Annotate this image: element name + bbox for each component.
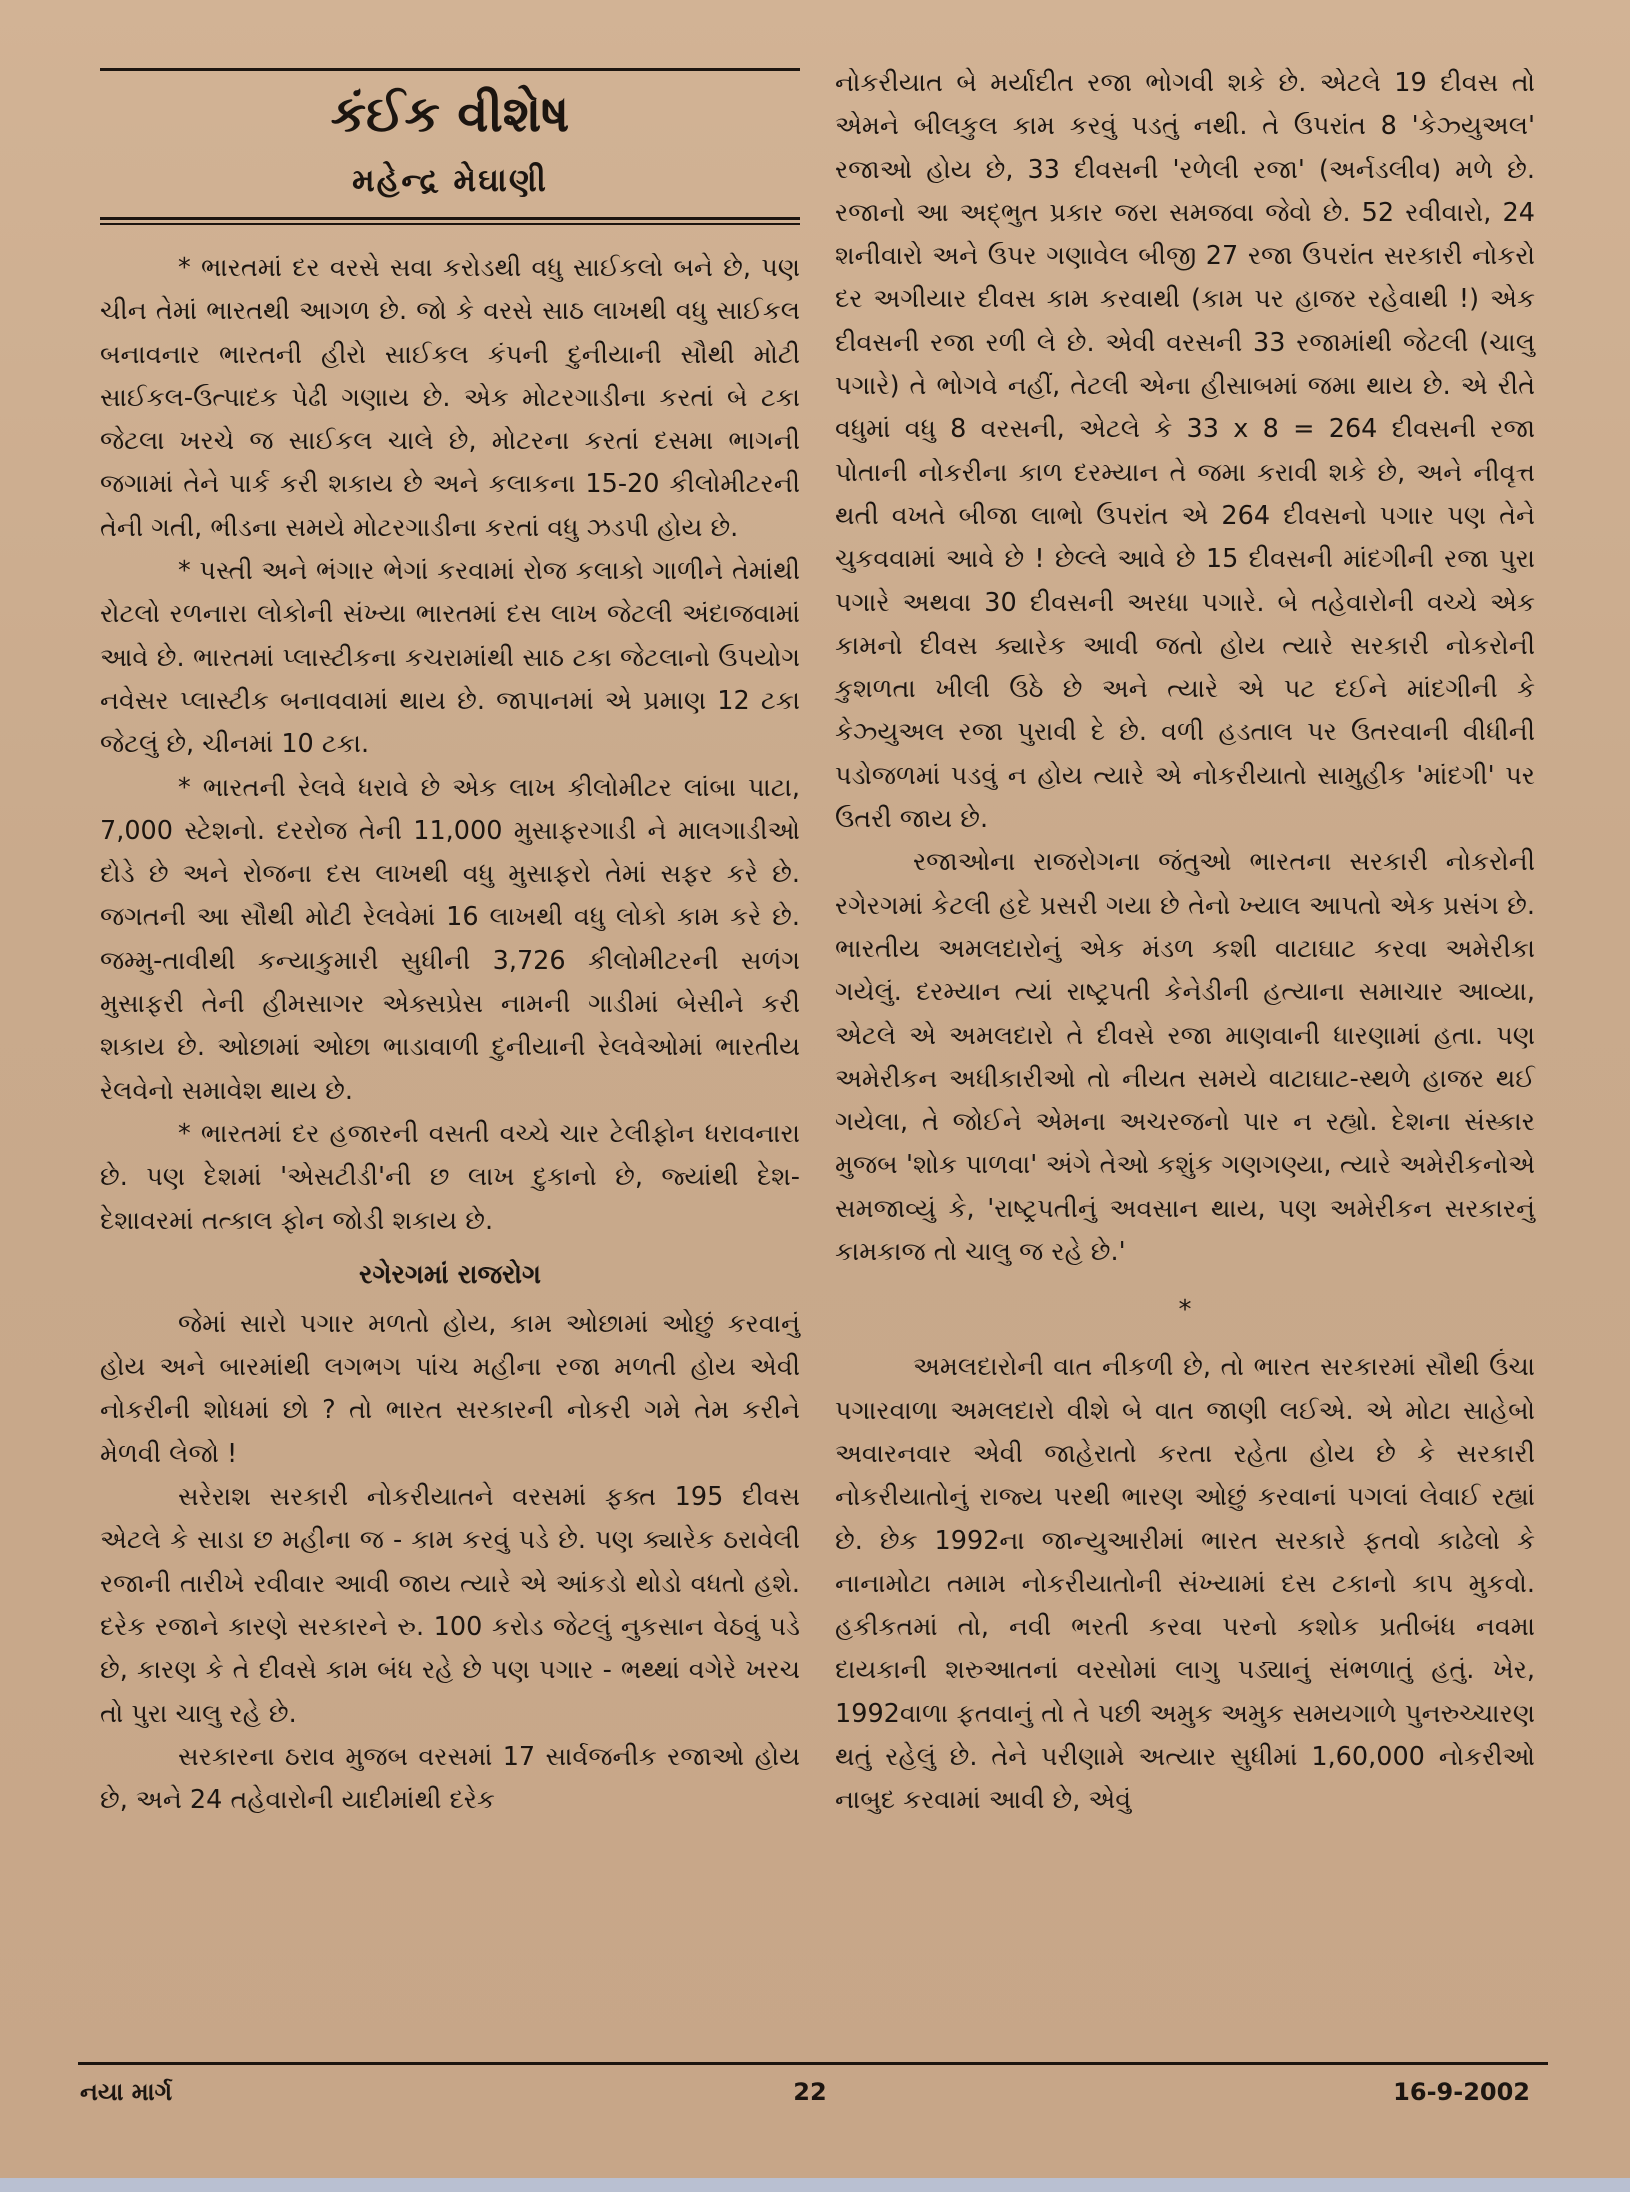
left-column <box>100 58 800 2053</box>
section-separator: * <box>1178 1295 1192 1326</box>
paragraph-leave-types: નોકરીયાત બે મર્યાદીત રજા ભોગવી શકે છે. એટલે 19 દીવસ તો એમને બીલકુલ કામ કરવું પડતું નથી. તે ઉપરાંત 8 'કેઝ્યુઅલ' રજાઓ હોય છે, 33 દીવસની 'રળેલી રજા' (અર્નડલીવ) મળે છે. રજાનો આ અદ્ભુત પ્રકાર જરા સમજવા જેવો છે. 52 રવીવારો, 24 શનીવારો અને ઉપર ગણાવેલ બીજી 27 રજા ઉપરાંત સરકારી નોકરો દર અગીયાર દીવસ કામ કરવાથી (કામ પર હાજર રહેવાથી !) એક દીવસની રજા રળી લે છે. એવી વરસની 33 રજામાંથી જેટલી (ચાલુ પગારે) તે ભોગવે નહીં, તેટલી એના હીસાબમાં જમા થાય છે. એ રીતે વધુમાં વધુ 8 વરસની, એટલે કે 33 x 8 = 264 દીવસની રજા પોતાની નોકરીના કાળ દરમ્યાન તે જમા કરાવી શકે છે, અને નીવૃત્ત થતી વખતે બીજા લાભો ઉપરાંત એ 264 દીવસનો પગાર પણ તેને ચુકવવામાં આવે છે ! છેલ્લે આવે છે 15 દીવસની માંદગીની રજા પુરા પગારે અથવા 30 દીવસની અરધા પગારે. બે તહેવારોની વચ્ચે એક કામનો દીવસ ક્યારેક આવી જતો હોય ત્યારે સરકારી નોકરોની કુશળતા ખીલી ઉઠે છે અને ત્યારે એ પટ દઈને માંદગીની કે કેઝ્યુઅલ રજા પુરાવી દે છે. વળી હડતાલ પર ઉતરવાની વીધીની પડોજળમાં પડવું ન હોય ત્યારે એ નોકરીયાતો સામુહીક 'માંદગી' પર ઉતરી જાય છે. <box>835 68 1535 835</box>
paragraph-scrap: * પસ્તી અને ભંગાર ભેગાં કરવામાં રોજ કલાકો ગાળીને તેમાંથી રોટલો રળનારા લોકોની સંખ્યા ભારતમાં દસ લાખ જેટલી અંદાજવામાં આવે છે. ભારતમાં પ્લાસ્ટીકના કચરામાંથી સાઠ ટકા જેટલાનો ઉપયોગ નવેસર પ્લાસ્ટીક બનાવવામાં થાય છે. જાપાનમાં એ પ્રમાણ 12 ટકા જેટલું છે, ચીનમાં 10 ટકા. <box>100 556 800 760</box>
section-subheading: રગેરગમાં રાજરોગ <box>359 1259 541 1290</box>
paragraph-workdays: સરેરાશ સરકારી નોકરીયાતને વરસમાં ફક્ત 195 દીવસ એટલે કે સાડા છ મહીના જ - કામ કરવું પડે છે. પણ ક્યારેક ઠરાવેલી રજાની તારીખે રવીવાર આવી જાય ત્યારે એ આંકડો થોડો વધતો હશે. દરેક રજાને કારણે સરકારને રુ. 100 કરોડ જેટલું નુકસાન વેઠવું પડે છે, કારણ કે તે દીવસે કામ બંધ રહે છે પણ પગાર - ભથ્થાં વગેરે ખરચ તો પુરા ચાલુ રહે છે. <box>100 1482 800 1729</box>
paragraph-holidays: સરકારના ઠરાવ મુજબ વરસમાં 17 સાર્વજનીક રજાઓ હોય છે, અને 24 તહેવારોની યાદીમાંથી દરેક <box>100 1741 800 1816</box>
paragraph-telephones: * ભારતમાં દર હજારની વસતી વચ્ચે ચાર ટેલીફોન ધરાવનારા છે. પણ દેશમાં 'એસટીડી'ની છ લાખ દુકાનો છે, જ્યાંથી દેશ-દેશાવરમાં તત્કાલ ફોન જોડી શકાય છે. <box>100 1118 800 1236</box>
paragraph-govt-job: જેમાં સારો પગાર મળતો હોય, કામ ઓછામાં ઓછું કરવાનું હોય અને બારમાંથી લગભગ પાંચ મહીના રજા મળતી હોય એવી નોકરીની શોધમાં છો ? તો ભારત સરકારની નોકરી ગમે તેમ કરીને મેળવી લેજો ! <box>100 1308 800 1469</box>
top-rule <box>100 68 800 71</box>
page-number: 22 <box>793 2078 827 2106</box>
paragraph-bicycles: * ભારતમાં દર વરસે સવા કરોડથી વધુ સાઈકલો બને છે, પણ ચીન તેમાં ભારતથી આગળ છે. જો કે વરસે સાઠ લાખથી વધુ સાઈકલ બનાવનાર ભારતની હીરો સાઈકલ કંપની દુનીયાની સૌથી મોટી સાઈકલ-ઉત્પાદક પેઢી ગણાય છે. એક મોટરગાડીના કરતાં બે ટકા જેટલા ખરચે જ સાઈકલ ચાલે છે, મોટરના કરતાં દસમા ભાગની જગામાં તેને પાર્ક કરી શકાય છે અને કલાકના 15-20 કીલોમીટરની તેની ગતી, ભીડના સમયે મોટરગાડીના કરતાં વધુ ઝડપી હોય છે. <box>100 253 800 543</box>
right-column <box>835 62 1535 2057</box>
header-divider <box>100 217 800 225</box>
paragraph-kennedy-anecdote: રજાઓના રાજરોગના જંતુઓ ભારતના સરકારી નોકરોની રગેરગમાં કેટલી હદે પ્રસરી ગયા છે તેનો ખ્યાલ આપતો એક પ્રસંગ છે. ભારતીય અમલદારોનું એક મંડળ કશી વાટાઘાટ કરવા અમેરીકા ગયેલું. દરમ્યાન ત્યાં રાષ્ટ્રપતી કેનેડીની હત્યાના સમાચાર આવ્યા, એટલે એ અમલદારો તે દીવસે રજા માણવાની ધારણામાં હતા. પણ અમેરીકન અધીકારીઓ તો નીયત સમયે વાટાઘાટ-સ્થળે હાજર થઈ ગયેલા, તે જોઈને એમના અચરજનો પાર ન રહ્યો. દેશના સંસ્કાર મુજબ 'શોક પાળવા' અંગે તેઓ કશુંક ગણગણ્યા, ત્યારે અમેરીકનોએ સમજાવ્યું કે, 'રાષ્ટ્રપતીનું અવસાન થાય, પણ અમેરીકન સરકારનું કામકાજ તો ચાલુ જ રહે છે.' <box>835 847 1535 1268</box>
publication-name: નયા માર્ગ <box>80 2078 173 2106</box>
article-author: મહેન્દ્ર મેઘાણી <box>352 161 548 199</box>
paragraph-officers: અમલદારોની વાત નીકળી છે, તો ભારત સરકારમાં સૌથી ઉંચા પગારવાળા અમલદારો વીશે બે વાત જાણી લઈએ. એ મોટા સાહેબો અવારનવાર એવી જાહેરાતો કરતા રહેતા હોય છે કે સરકારી નોકરીયાતોનું રાજ્ય પરથી ભારણ ઓછું કરવાનાં પગલાં લેવાઈ રહ્યાં છે. છેક 1992ના જાન્યુઆરીમાં ભારત સરકારે ફતવો કાઢેલો કે નાનામોટા તમામ નોકરીયાતોની સંખ્યામાં દસ ટકાનો કાપ મુકવો. હકીકતમાં તો, નવી ભરતી કરવા પરનો કશોક પ્રતીબંધ નવમા દાયકાની શરુઆતનાં વરસોમાં લાગુ પડ્યાનું સંભળાતું હતું. ખેર, 1992વાળા ફતવાનું તો તે પછી અમુક અમુક સમયગાળે પુનરુચ્ચારણ થતું રહેલું છે. તેને પરીણામે અત્યાર સુધીમાં 1,60,000 નોકરીઓ નાબુદ કરવામાં આવી છે, એવું <box>835 1352 1535 1816</box>
footer-rule <box>78 2062 1548 2065</box>
paragraph-railways: * ભારતની રેલવે ધરાવે છે એક લાખ કીલોમીટર લાંબા પાટા, 7,000 સ્ટેશનો. દરરોજ તેની 11,000 મુસાફરગાડી ને માલગાડીઓ દોડે છે અને રોજના દસ લાખથી વધુ મુસાફરો તેમાં સફર કરે છે. જગતની આ સૌથી મોટી રેલવેમાં 16 લાખથી વધુ લોકો કામ કરે છે. જમ્મુ-તાવીથી કન્યાકુમારી સુધીની 3,726 કીલોમીટરની સળંગ મુસાફરી તેની હીમસાગર એક્સપ્રેસ નામની ગાડીમાં બેસીને કરી શકાય છે. ઓછામાં ઓછા ભાડાવાળી દુનીયાની રેલવેઓમાં ભારતીય રેલવેનો સમાવેશ થાય છે. <box>100 772 800 1106</box>
article-title: કંઈક વીશેષ <box>330 85 570 143</box>
issue-date: 16-9-2002 <box>1393 2078 1530 2106</box>
